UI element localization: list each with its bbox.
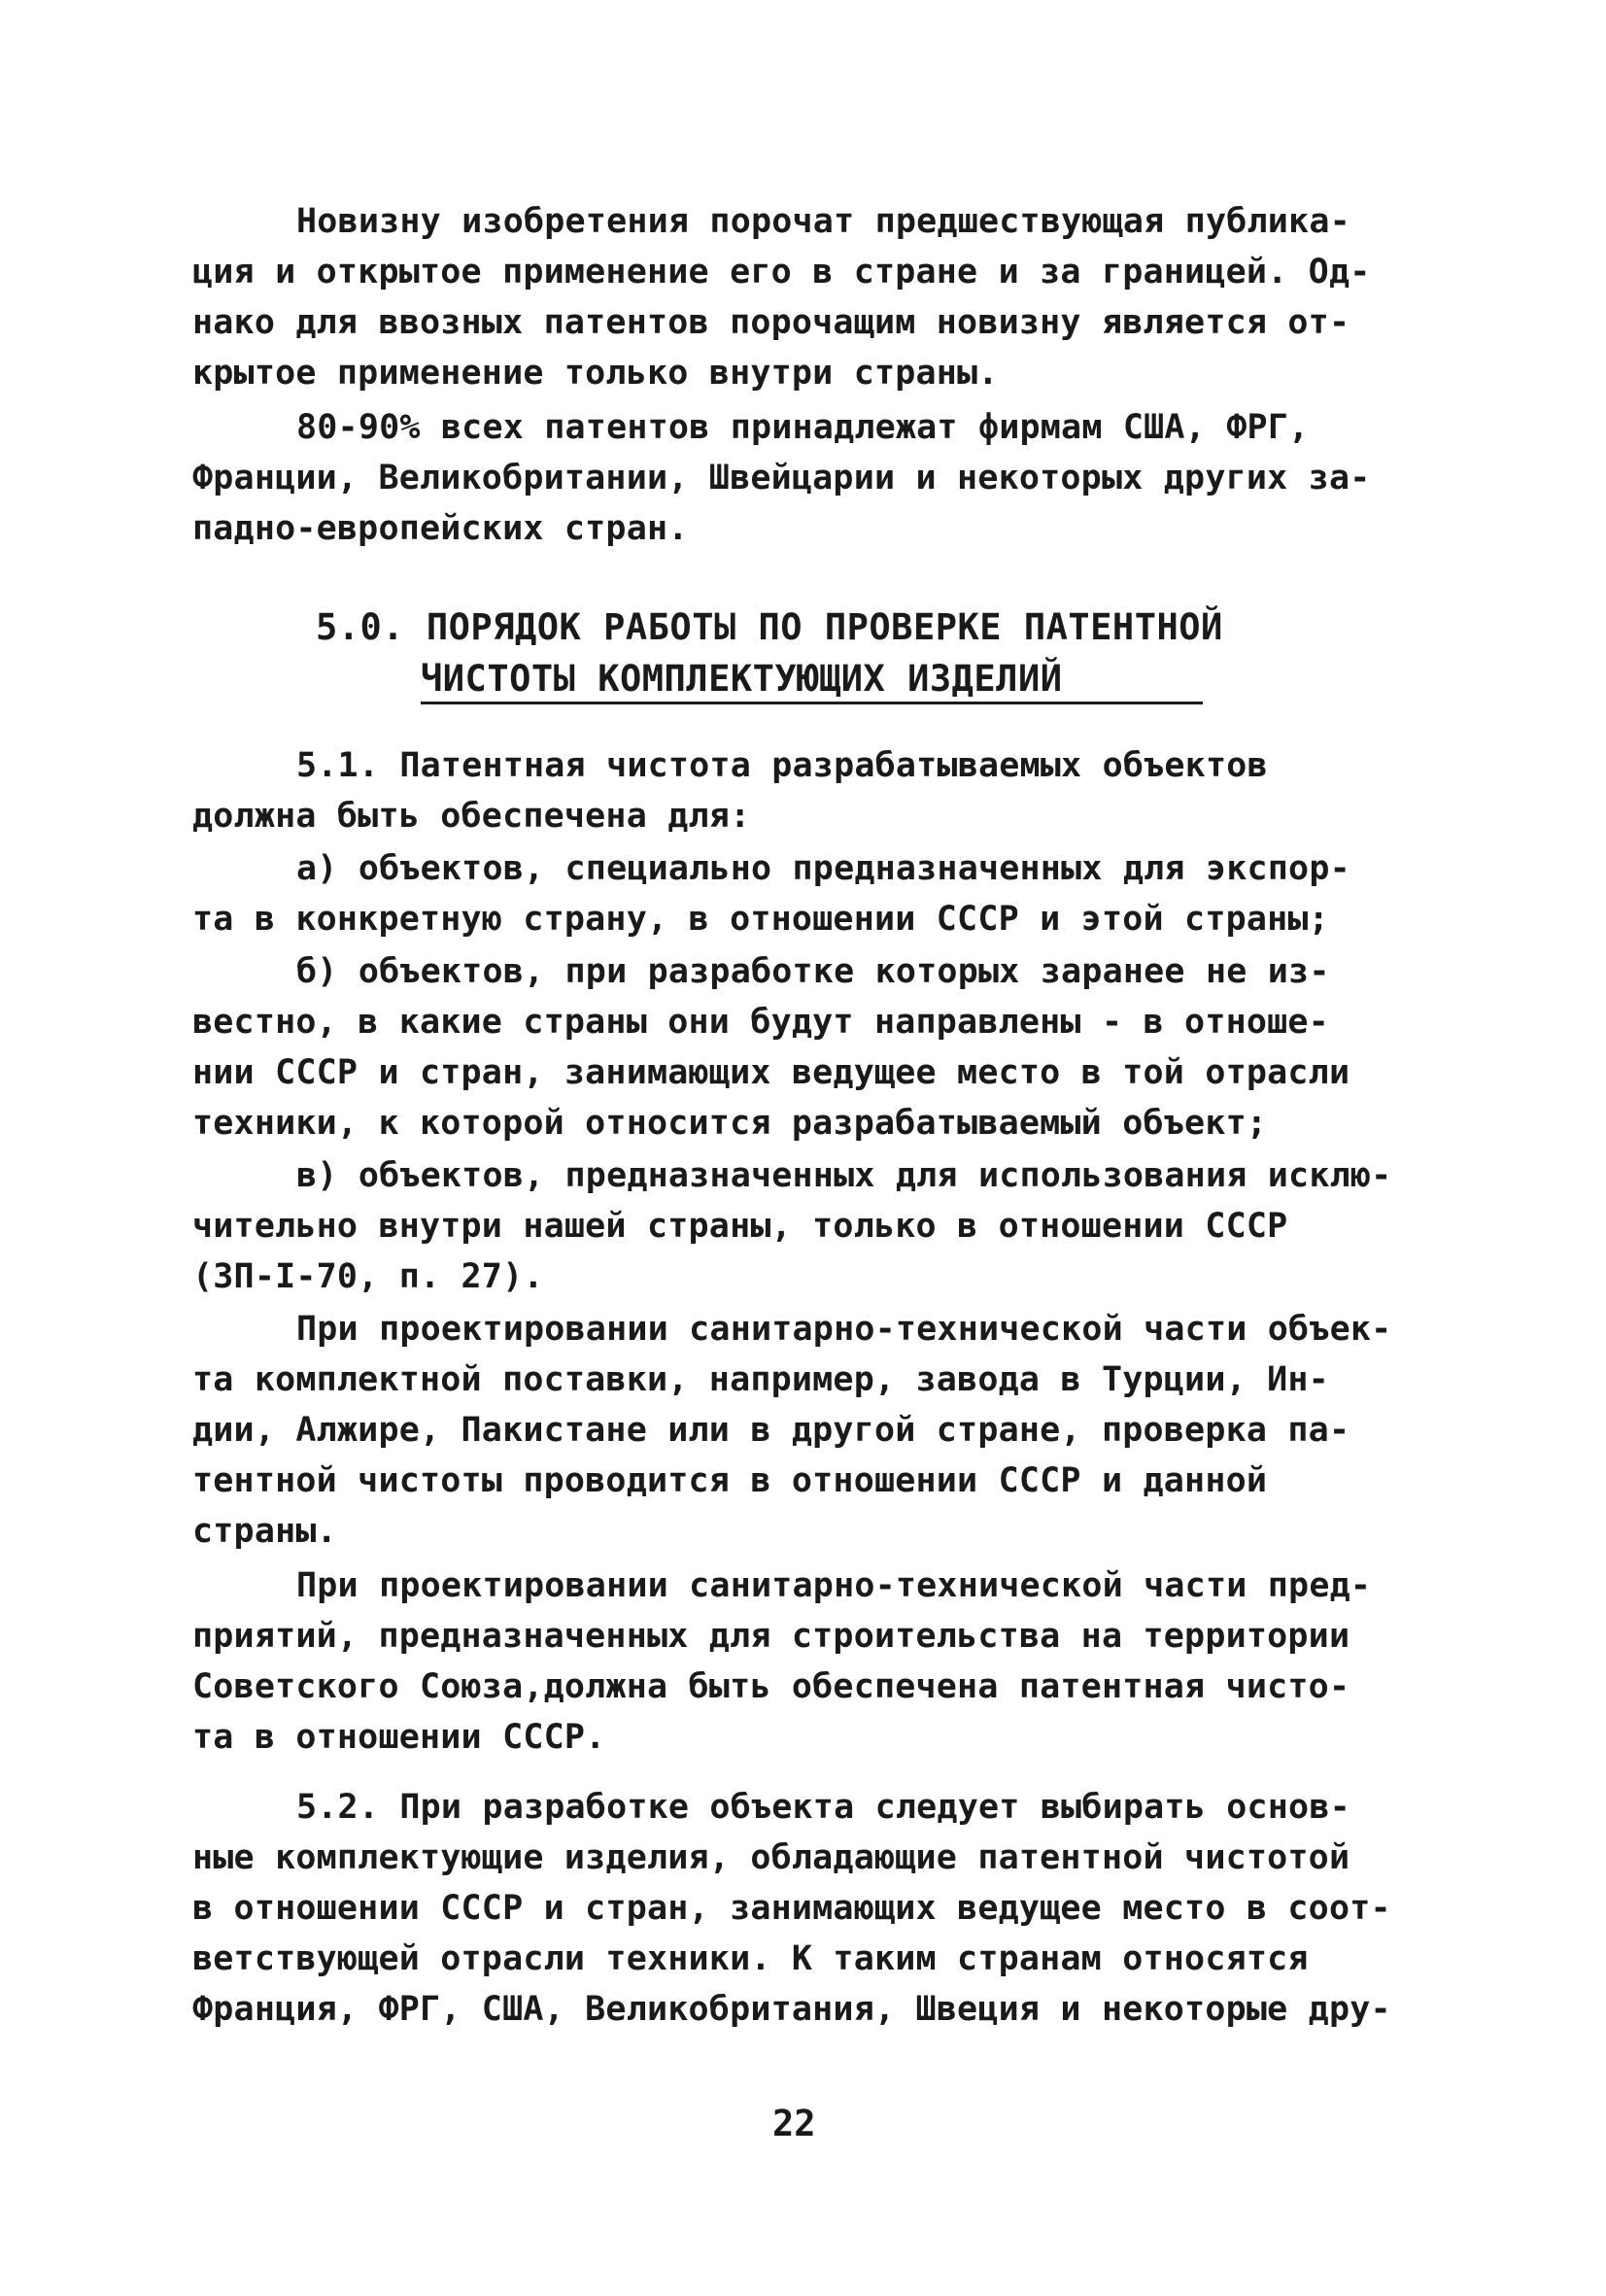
text-line: ветствующей отрасли техники. К таким странам относятся [192,1939,1309,1978]
text-line: ция и открытое применение его в стране и за границей. Од- [192,253,1371,291]
text-line: та комплектной поставки, например, завода в Турции, Ин- [192,1360,1329,1399]
text-line: нии СССР и стран, занимающих ведущее место в той отрасли [192,1053,1350,1092]
text-line: дии, Алжире, Пакистане или в другой стране, проверка па- [192,1411,1350,1450]
text-line: в отношении СССР и стран, занимающих ведущее место в соот- [192,1889,1391,1928]
text-line: техники, к которой относится разрабатываемый объект; [192,1104,1268,1143]
text-line: ные комплектующие изделия, обладающие патентной чистотой [192,1838,1350,1877]
heading-underline [421,702,1203,704]
text-line: должна быть обеспечена для: [192,797,751,836]
text-line: чительно внутри нашей страны, только в отношении СССР [192,1207,1288,1246]
text-line: (ЗП-I-70, п. 27). [192,1257,544,1296]
section-heading-line-1: 5.0. ПОРЯДОК РАБОТЫ ПО ПРОВЕРКЕ ПАТЕНТНОЙ [316,606,1223,648]
text-line: в) объектов, предназначенных для использования исклю- [296,1156,1392,1195]
text-line: 5.1. Патентная чистота разрабатываемых объектов [296,746,1268,785]
text-line: та в конкретную страну, в отношении СССР и этой страны; [192,900,1329,939]
text-line: 80-90% всех патентов принадлежат фирмам США, ФРГ, [296,408,1310,447]
page-number: 22 [772,2103,816,2144]
text-line: нако для ввозных патентов порочащим новизну является от- [192,303,1350,342]
text-line: страны. [192,1512,337,1551]
text-line: падно-европейских стран. [192,509,689,548]
text-line: Советского Союза,должна быть обеспечена патентная чисто- [192,1667,1350,1706]
text-line: тентной чистоты проводится в отношении СССР и данной [192,1461,1268,1500]
text-line: б) объектов, при разработке которых заранее не из- [296,952,1330,991]
section-heading-line-2: ЧИСТОТЫ КОМПЛЕКТУЮЩИХ ИЗДЕЛИЙ [421,658,1063,700]
text-line: При проектировании санитарно-технической части объек- [296,1310,1392,1349]
text-line: 5.2. При разработке объекта следует выбирать основ- [296,1788,1350,1827]
text-line: Франция, ФРГ, США, Великобритания, Швеция и некоторые дру- [192,1990,1391,2029]
text-line: вестно, в какие страны они будут направлены - в отноше- [192,1003,1329,1042]
text-line: Франции, Великобритании, Швейцарии и некоторых других за- [192,459,1371,497]
text-line: Новизну изобретения порочат предшествующая публика- [296,202,1350,241]
text-line: а) объектов, специально предназначенных для экспор- [296,849,1350,888]
text-line: крытое применение только внутри страны. [192,354,999,393]
text-line: приятий, предназначенных для строительства на территории [192,1617,1350,1656]
text-line: та в отношении СССР. [192,1718,606,1757]
text-line: При проектировании санитарно-технической части пред- [296,1566,1372,1605]
